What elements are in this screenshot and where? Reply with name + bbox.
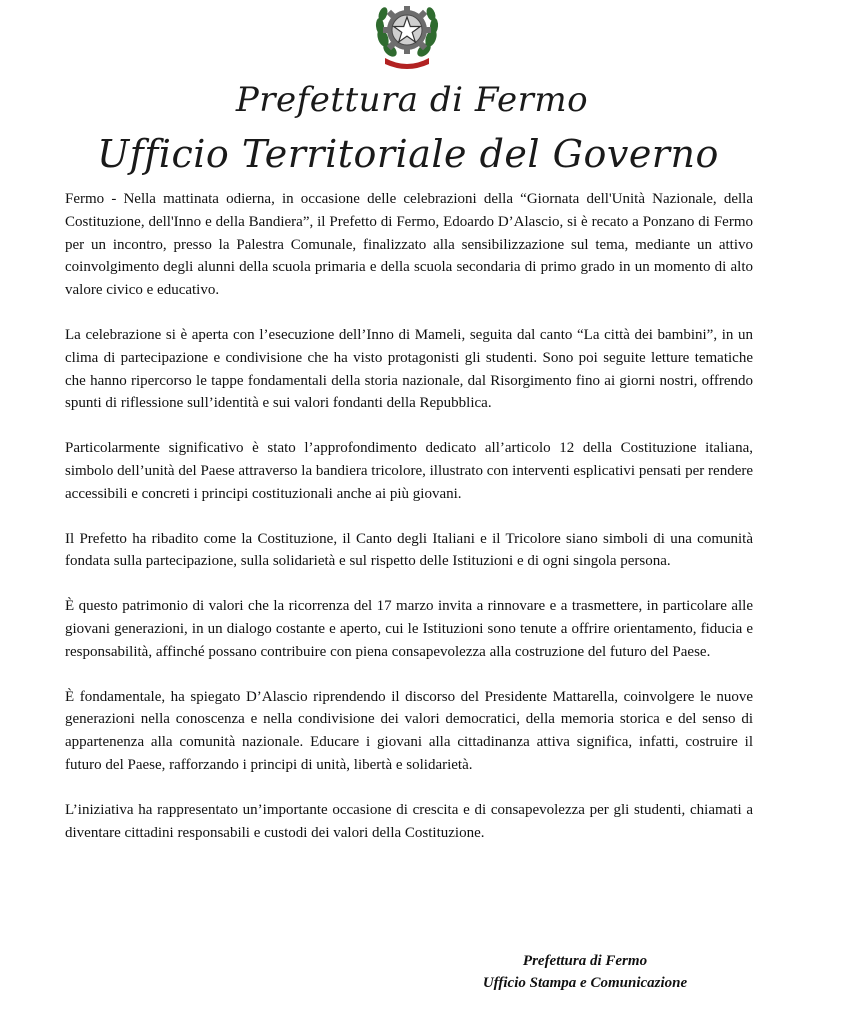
press-release-body — [65, 188, 753, 866]
paragraph: È fondamentale, ha spiegato D’Alascio riprendendo il discorso del Presidente Mattarella, coinvolgere le nuove generazioni nella conoscenza e nella condivisione dei valori democratici, della memoria storica e del senso di appartenenza alla comunità nazionale. Educare i giovani alla cittadinanza attiva significa, infatti, costruire il futuro del Paese, rafforzando i principi di unità, libertà e solidarietà. — [65, 688, 753, 773]
paragraph: Fermo - Nella mattinata odierna, in occasione delle celebrazioni della “Giornata dell'Unità Nazionale, della Costituzione, dell'Inno e della Bandiera”, il Prefetto di Fermo, Edoardo D’Alascio, si è recato a Ponzano di Fermo per un incontro, presso la Palestra Comunale, finalizzato alla sensibilizzazione sul tema, mediante un attivo coinvolgimento degli alunni della scuola primaria e della scuola secondaria di primo grado in un momento di alto valore civico e educativo. — [65, 191, 753, 299]
paragraph: L’iniziativa ha rappresentato un’importante occasione di crescita e di consapevolezza per gli studenti, chiamati a diventare cittadini responsabili e custodi dei valori della Costituzione. — [65, 801, 753, 841]
signature-block — [440, 950, 730, 994]
header-ufficio-territoriale: Ufficio Territoriale del Governo — [97, 132, 719, 176]
paragraph: Particolarmente significativo è stato l’approfondimento dedicato all’articolo 12 della Costituzione italiana, simbolo dell’unità del Paese attraverso la bandiera tricolore, illustrato con interventi esplicativi pensati per rendere accessibili e concreti i principi costituzionali anche ai più giovani. — [65, 440, 753, 502]
signature-prefettura: Prefettura di Fermo — [522, 953, 648, 969]
paragraph: Il Prefetto ha ribadito come la Costituzione, il Canto degli Italiani e il Tricolore siano simboli di una comunità fondata sulla partecipazione, sulla solidarietà e sul rispetto delle Istituzioni e di ogni singola persona. — [65, 530, 753, 570]
signature-ufficio-stampa: Ufficio Stampa e Comunicazione — [482, 975, 688, 991]
paragraph: La celebrazione si è aperta con l’esecuzione dell’Inno di Mameli, seguita dal canto “La città dei bambini”, in un clima di partecipazione e condivisione che ha visto protagonisti gli studenti. Sono poi seguite letture tematiche che hanno ripercorso le tappe fondamentali della storia nazionale, dal Risorgimento fino ai giorni nostri, offrendo spunti di riflessione sull’identità e sui valori fondanti della Repubblica. — [65, 326, 753, 412]
paragraph: È questo patrimonio di valori che la ricorrenza del 17 marzo invita a rinnovare e a trasmettere, in particolare alle giovani generazioni, in un dialogo costante e aperto, cui le Istituzioni sono tenute a offrire orientamento, fiducia e responsabilità, affinché possano contribuire con piena consapevolezza alla costruzione del futuro del Paese. — [65, 598, 753, 660]
header-prefettura: Prefettura di Fermo — [235, 80, 589, 120]
italian-republic-emblem-icon — [373, 0, 441, 72]
